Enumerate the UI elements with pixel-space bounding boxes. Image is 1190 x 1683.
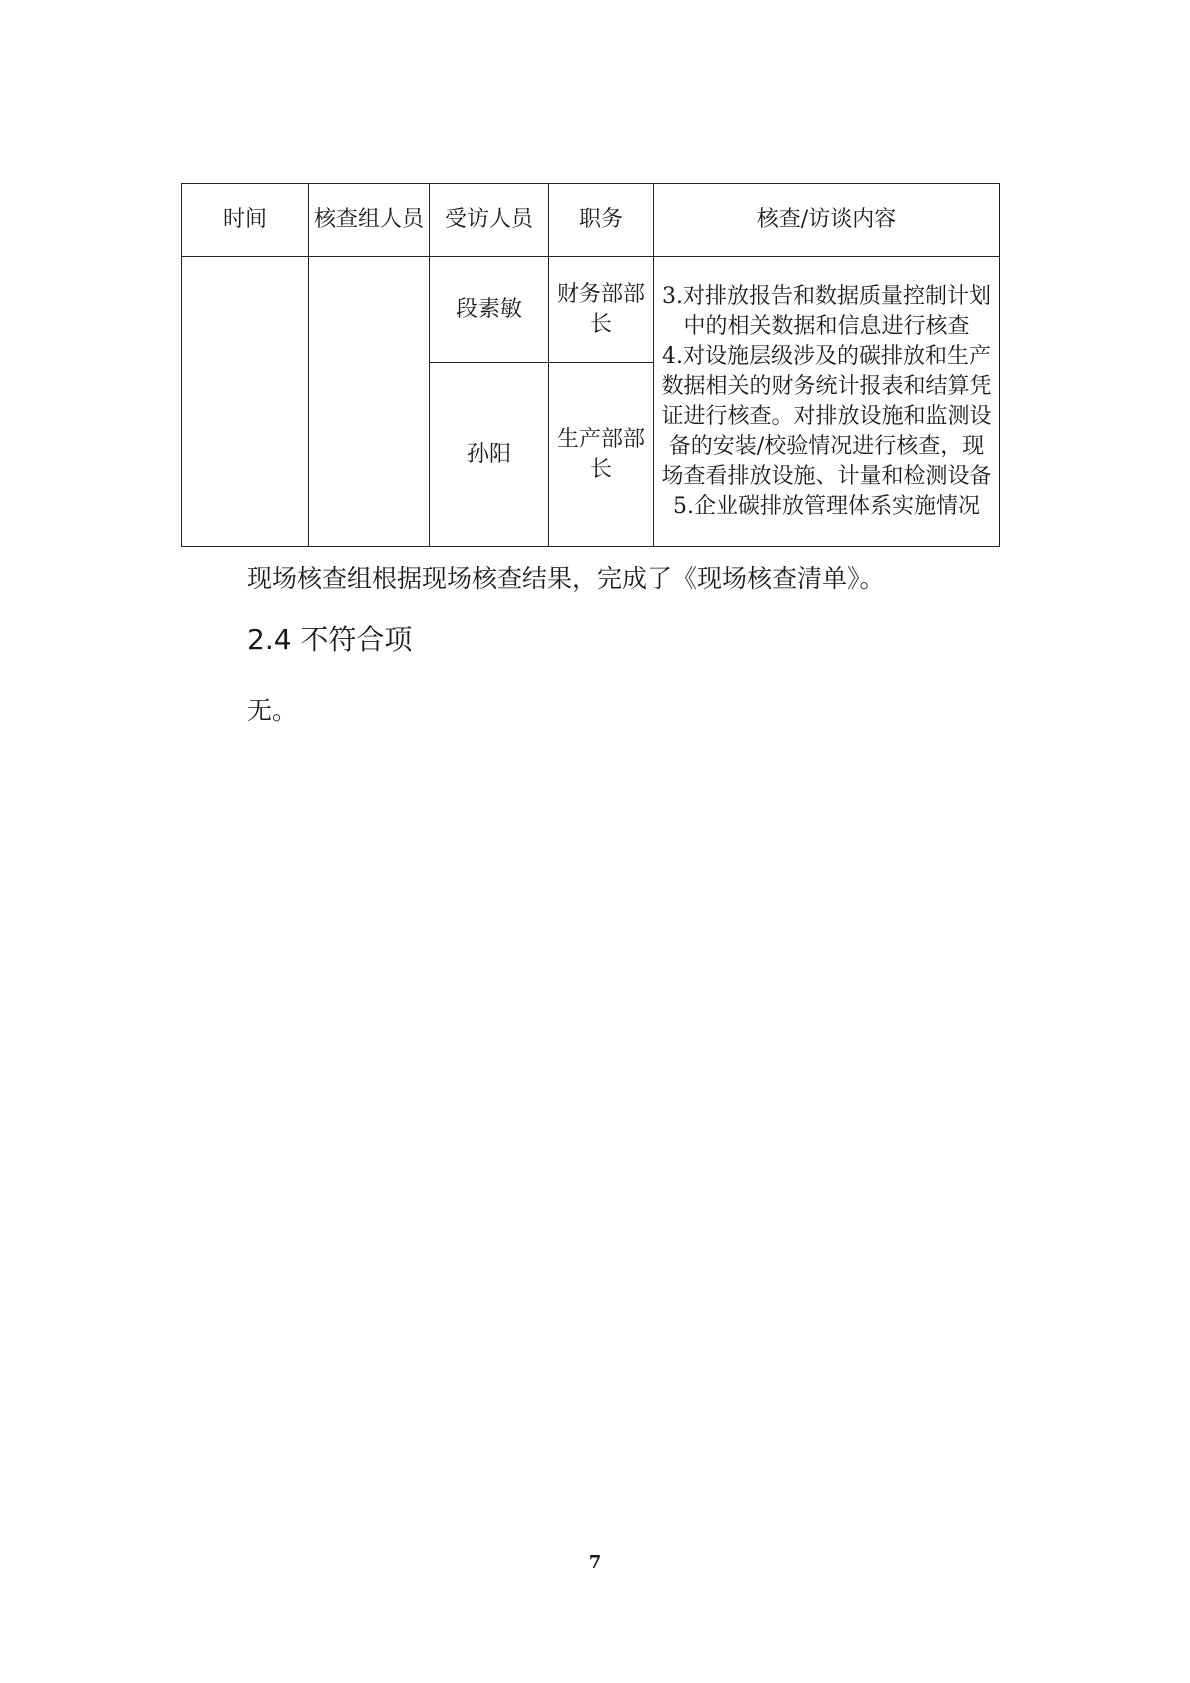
header-position: 职务 <box>549 184 654 257</box>
verification-table <box>181 183 1000 547</box>
header-interviewee: 受访人员 <box>430 184 549 257</box>
header-team-members: 核查组人员 <box>309 184 430 257</box>
content-item-3: 3.对排放报告和数据质量控制计划中的相关数据和信息进行核查 <box>662 283 991 339</box>
team-members-cell <box>309 257 430 547</box>
header-content: 核查/访谈内容 <box>654 184 1000 257</box>
content-item-5: 5.企业碳排放管理体系实施情况 <box>673 493 980 519</box>
time-cell <box>182 257 309 547</box>
content-item-4: 4.对设施层级涉及的碳排放和生产数据相关的财务统计报表和结算凭证进行核查。对排放设施和监测设备的安装/校验情况进行核查，现场查看排放设施、计量和检测设备 <box>661 343 992 489</box>
interviewee-cell: 孙阳 <box>430 363 549 547</box>
section-heading: 2.4 不符合项 <box>247 623 413 656</box>
body-paragraph: 现场核查组根据现场核查结果，完成了《现场核查清单》。 <box>247 564 885 593</box>
position-cell: 财务部部长 <box>549 257 654 363</box>
header-time: 时间 <box>182 184 309 257</box>
table-header-row <box>182 184 1000 257</box>
page-number: 7 <box>588 1552 602 1573</box>
interviewee-cell: 段素敏 <box>430 257 549 363</box>
position-cell: 生产部部长 <box>549 363 654 547</box>
content-cell <box>654 257 1000 547</box>
section-text: 无。 <box>247 696 298 725</box>
table-row <box>182 257 1000 363</box>
